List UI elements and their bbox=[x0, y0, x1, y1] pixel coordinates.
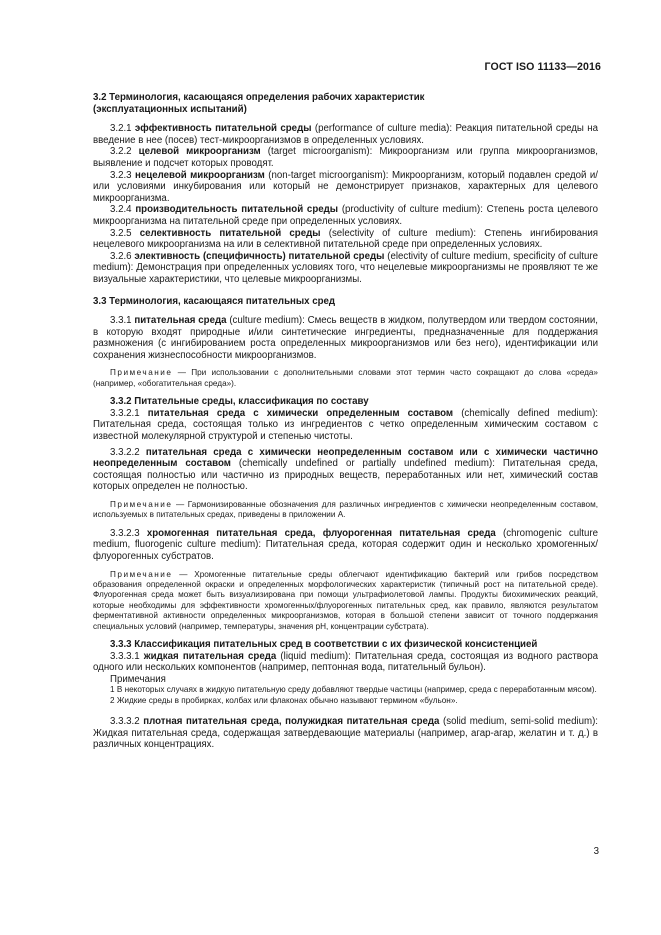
section-3-3-3-heading: 3.3.3 Классификация питательных сред в соответствии с их физической консистенцией bbox=[110, 639, 538, 651]
term-number: 3.3.3.1 bbox=[110, 650, 140, 662]
term-3-3-2-2 bbox=[93, 447, 598, 493]
term-3-2-3 bbox=[93, 170, 598, 205]
term-number: 3.3.2.3 bbox=[110, 527, 140, 539]
term-name: целевой микроорганизм bbox=[138, 146, 261, 158]
term-3-2-4 bbox=[93, 204, 598, 227]
term-3-2-5 bbox=[93, 228, 598, 251]
note-label: Примечание bbox=[110, 569, 173, 579]
note-label: Примечание bbox=[110, 500, 173, 510]
term-3-2-6 bbox=[93, 251, 598, 286]
term-definition: (selectivity of culture medium): Степень ингибирования нецелевого микроорганизма на или в селективной питательной среде при определенных условиях. bbox=[93, 227, 598, 251]
term-name: элективность (специфичность) питательной среды bbox=[134, 250, 385, 262]
term-definition: (liquid medium): Питательная среда, состоящая из водного раствора одного или нескольких компонентов (например, пептонная вода, питательный бульон). bbox=[93, 650, 598, 674]
note-2 bbox=[93, 500, 598, 521]
term-number: 3.2.5 bbox=[110, 227, 132, 239]
term-number: 3.2.4 bbox=[110, 204, 132, 216]
term-definition: (non-target microorganism): Микроорганизм, который подавлен средой и/или условиями инкубирования или который не демонстрирует признаков, характерных для целевого микроорганизма. bbox=[93, 169, 598, 204]
standard-designation: ГОСТ ISO 11133—2016 bbox=[484, 61, 601, 73]
term-number: 3.3.2.2 bbox=[110, 446, 140, 458]
term-3-3-2-3 bbox=[93, 528, 598, 563]
notes-label: Примечания bbox=[110, 673, 166, 685]
note-3 bbox=[93, 570, 598, 632]
term-definition: (chemically defined medium): Питательная среда, состоящая только из ингредиентов с четко определенным химическим составом с известной молекулярной структурой и степенью чистоты. bbox=[93, 407, 598, 443]
term-name: плотная питательная среда, полужидкая питательная среда bbox=[143, 716, 440, 728]
term-definition: (electivity of culture medium, specificity of culture medium): Демонстрация при определенных условиях того, что нецелевые микроорганизмы не проявляют те же визуальные характеристики, что целевые микроорганизмы. bbox=[93, 250, 598, 285]
section-3-3-heading: 3.3 Терминология, касающаяся питательных сред bbox=[93, 295, 336, 307]
term-3-3-3-2 bbox=[93, 716, 598, 751]
term-name: производительность питательной среды bbox=[135, 204, 339, 216]
term-name: питательная среда bbox=[134, 315, 227, 327]
term-name: эффективность питательной среды bbox=[134, 123, 312, 135]
term-definition: (culture medium): Смесь веществ в жидком, полутвердом или твердом состоянии, в которую входят природные и/или синтетические ингредиенты, предназначенные для поддержания размножения (с ингибированием роста определенных микроорганизмов или без него), идентификации или сохранения жизнеспособности микроорганизмов. bbox=[93, 315, 598, 361]
note-text: — Хромогенные питательные среды облегчают идентификацию бактерий или грибов посредством образования определенной окраски и определенных морфологических характеристик (типичный рост на питательной среде). Флуорогенная среда может быть визуализирована при помощи ультрафиолетовой лампы. Продукты биохимических реакций, которые необходимы для эффективности хромогенных/флуорогенных питательных сред, как правило, являются результатом ферментативной активности определенных микроорганизмов, которая в большой степени зависит от точного поддержания специальных условий (например, температуры, значения pH, концентрации субстрата). bbox=[93, 569, 598, 631]
term-name: хромогенная питательная среда, флуорогенная питательная среда bbox=[146, 527, 496, 539]
note-4: 1 В некоторых случаях в жидкую питательную среду добавляют твердые частицы (например, среда с переработанным мясом). bbox=[110, 685, 597, 695]
term-3-2-1 bbox=[93, 123, 598, 146]
note-text: — Гармонизированные обозначения для различных ингредиентов с химически неопределенным составом, используемых в питательных средах, приведены в приложении А. bbox=[93, 500, 598, 520]
term-3-3-3-1 bbox=[93, 651, 598, 674]
term-number: 3.2.2 bbox=[110, 146, 132, 158]
term-number: 3.3.1 bbox=[110, 315, 132, 327]
term-definition: (productivity of culture medium): Степень роста целевого микроорганизма на питательной среде при определенных условиях. bbox=[93, 204, 598, 227]
term-definition: (solid medium, semi-solid medium): Жидкая питательная среда, содержащая затвердевающие материалы (например, агар-агар, желатин и т. д.) в различных концентрациях. bbox=[93, 716, 598, 751]
term-definition: (target microorganism): Микроорганизм или группа микроорганизмов, выявление и подсчет которых проводят. bbox=[93, 146, 598, 169]
note-1 bbox=[93, 368, 598, 389]
note-text: — При использовании с дополнительными словами этот термин часто сокращают до слова «среда» (например, «обогатительная среда»). bbox=[93, 368, 598, 388]
term-definition: (chromogenic culture medium, fluorogenic culture medium): Питательная среда, которая содержит один и несколько хромогенных/флуорогенных субстратов. bbox=[93, 527, 598, 563]
term-3-2-2 bbox=[93, 146, 598, 169]
term-name: питательная среда с химически неопределенным составом или с химически частично неопределенным составом bbox=[93, 446, 598, 470]
term-number: 3.2.1 bbox=[110, 123, 132, 135]
note-5: 2 Жидкие среды в пробирках, колбах или флаконах обычно называют термином «бульон». bbox=[110, 695, 458, 705]
section-3-2-heading bbox=[93, 92, 598, 115]
page-number: 3 bbox=[593, 846, 599, 857]
term-3-3-2-1 bbox=[93, 408, 598, 443]
term-number: 3.3.2.1 bbox=[110, 407, 140, 419]
term-3-3-1 bbox=[93, 315, 598, 361]
term-name: питательная среда с химически определенным составом bbox=[147, 407, 454, 419]
term-name: жидкая питательная среда bbox=[143, 650, 277, 662]
section-3-2-heading-line2: (эксплуатационных испытаний) bbox=[93, 103, 247, 115]
section-3-3-2-heading: 3.3.2 Питательные среды, классификация по составу bbox=[110, 396, 369, 408]
section-3-2-heading-line1: 3.2 Терминология, касающаяся определения рабочих характеристик bbox=[93, 92, 425, 103]
note-label: Примечание bbox=[110, 368, 173, 378]
term-name: нецелевой микроорганизм bbox=[135, 169, 265, 181]
document-body bbox=[93, 92, 598, 751]
term-number: 3.3.3.2 bbox=[110, 716, 140, 728]
term-definition: (chemically undefined or partially undefined medium): Питательная среда, состоящая полностью или частично из природных веществ, переработанных или нет, химический состав которых определен не полностью. bbox=[93, 458, 599, 493]
term-number: 3.2.3 bbox=[110, 169, 132, 181]
term-definition: (performance of culture media): Реакция питательной среды на введение в нее (посев) тест-микроорганизмов в определенных условиях. bbox=[93, 123, 598, 146]
term-name: селективность питательной среды bbox=[139, 227, 321, 239]
term-number: 3.2.6 bbox=[110, 250, 132, 262]
